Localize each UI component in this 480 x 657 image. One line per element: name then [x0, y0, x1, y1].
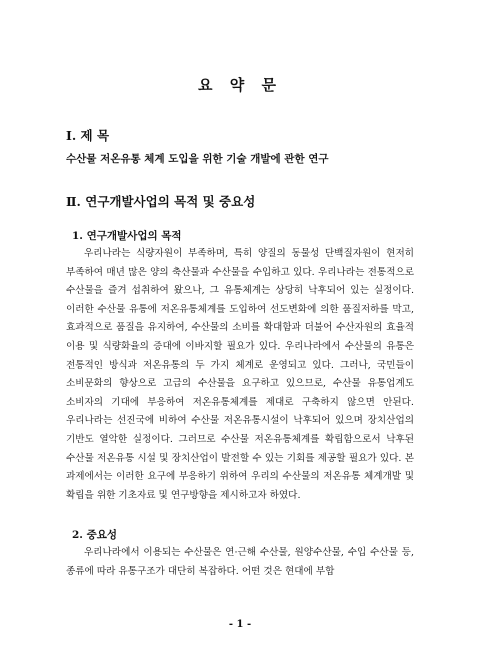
section-heading-title: Ⅰ. 제 목	[66, 128, 110, 143]
purpose-paragraph: 우리나라는 식량자원이 부족하며, 특히 양질의 동물성 단백질자원이 현저히 부족하여 매년 많은 양의 축산물과 수산물을 수입하고 있다. 우리나라는 전통적으로 수산물을 즐겨 섭취하여 왔으나, 그 유통체계는 상당히 낙후되어 있는 실정이다. 이러한 수산물 유통에 저온유통체계를 도입하여 선도변화에 의한 품질저하를 막고, 효과적으로 품질을 유지하여, 수산물의 소비를 확대함과 더불어 수산자원의 효율적 이용 및 식량화율의 증대에 이바지할 필요가 있다. 우리나라에서 수산물의 유통은 전통적인 방식과 저온유통의 두 가지 체계로 운영되고 있다. 그러나, 국민들이 소비문화의 향상으로 고급의 수산물을 요구하고 있으므로, 수산물 유통업계도 소비자의 기대에 부응하여 저온유통체계를 제대로 구축하지 않으면 안된다. 우리나라는 선진국에 비하여 수산물 저온유통시설이 낙후되어 있으며 장치산업의 기반도 열악한 실정이다. 그러므로 수산물 저온유통체계를 확립함으로서 낙후된 수산물 저온유통 시설 및 장치산업이 발전할 수 있는 기회를 제공할 필요가 있다. 본 과제에서는 이러한 요구에 부응하기 위하여 우리의 수산물의 저온유통 체계개발 및 확립을 위한 기초자료 및 연구방향을 제시하고자 하였다.	[66, 248, 414, 501]
page-number: - 1 -	[228, 619, 252, 630]
project-title: 수산물 저온유통 체계 도입을 위한 기술 개발에 관한 연구	[66, 153, 329, 165]
subsection-heading-importance: 2. 중요성	[72, 529, 118, 541]
document-title: 요 약 문	[198, 76, 282, 94]
importance-paragraph: 우리나라에서 이용되는 수산물은 연·근해 수산물, 원양수산물, 수입 수산물 등, 종류에 따라 유통구조가 대단히 복잡하다. 어떤 것은 현대에 부합	[66, 547, 414, 577]
subsection-heading-purpose: 1. 연구개발사업의 목적	[72, 230, 182, 242]
section-heading-purpose: Ⅱ. 연구개발사업의 목적 및 중요성	[66, 194, 256, 209]
